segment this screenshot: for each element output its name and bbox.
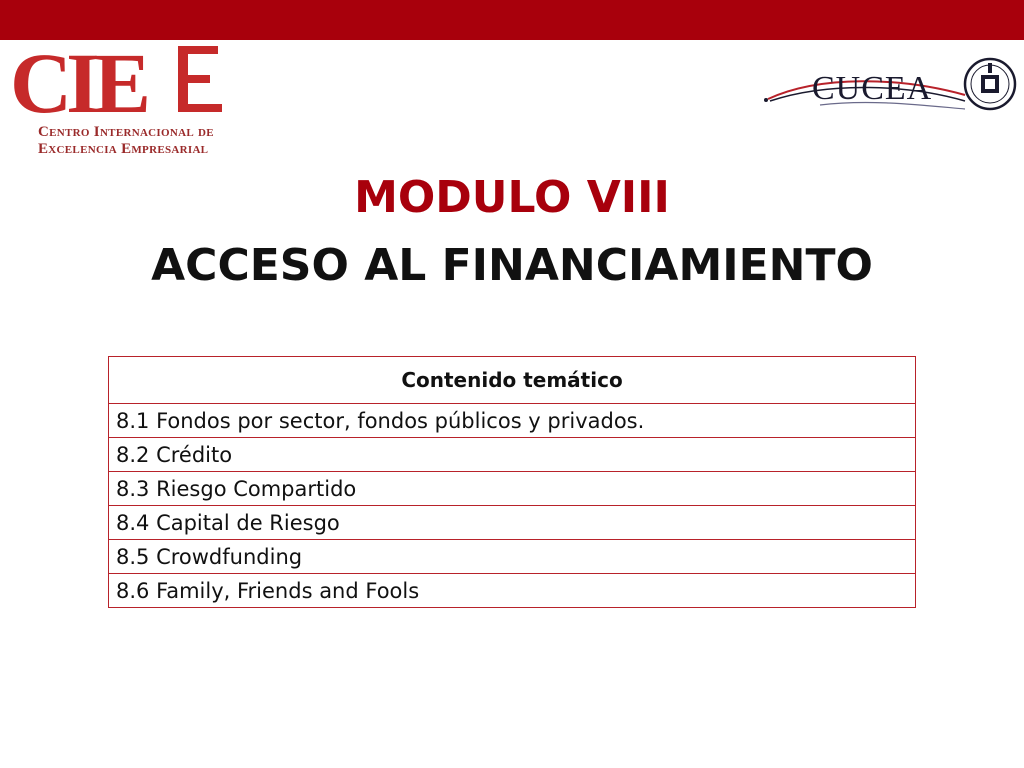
ciee-name-line2: Excelencia Empresarial xyxy=(38,141,209,157)
cucea-logo xyxy=(760,55,1022,120)
table-cell: 8.5 Crowdfunding xyxy=(109,540,916,574)
top-accent-bar xyxy=(0,0,1024,40)
module-title: MODULO VIII xyxy=(354,172,670,223)
table-header-cell: Contenido temático xyxy=(109,357,916,404)
table-row xyxy=(109,472,916,506)
cucea-logo-text: CUCEA xyxy=(812,70,933,107)
table-row xyxy=(109,506,916,540)
ciee-logo-mark xyxy=(10,42,225,120)
content-table xyxy=(108,356,916,608)
ciee-name-line1: Centro Internacional de xyxy=(38,124,214,140)
ciee-mark-text: CIE xyxy=(10,42,145,120)
table-cell: 8.4 Capital de Riesgo xyxy=(109,506,916,540)
table-row xyxy=(109,574,916,608)
table-row xyxy=(109,404,916,438)
table-row xyxy=(109,438,916,472)
table-header-row xyxy=(109,357,916,404)
ciee-logo xyxy=(10,40,240,162)
table-cell: 8.3 Riesgo Compartido xyxy=(109,472,916,506)
table-row xyxy=(109,540,916,574)
slide-title: ACCESO AL FINANCIAMIENTO xyxy=(151,240,873,291)
ciee-logo-name xyxy=(38,124,238,158)
table-cell: 8.2 Crédito xyxy=(109,438,916,472)
table-cell: 8.6 Family, Friends and Fools xyxy=(109,574,916,608)
table-cell: 8.1 Fondos por sector, fondos públicos y privados. xyxy=(109,404,916,438)
